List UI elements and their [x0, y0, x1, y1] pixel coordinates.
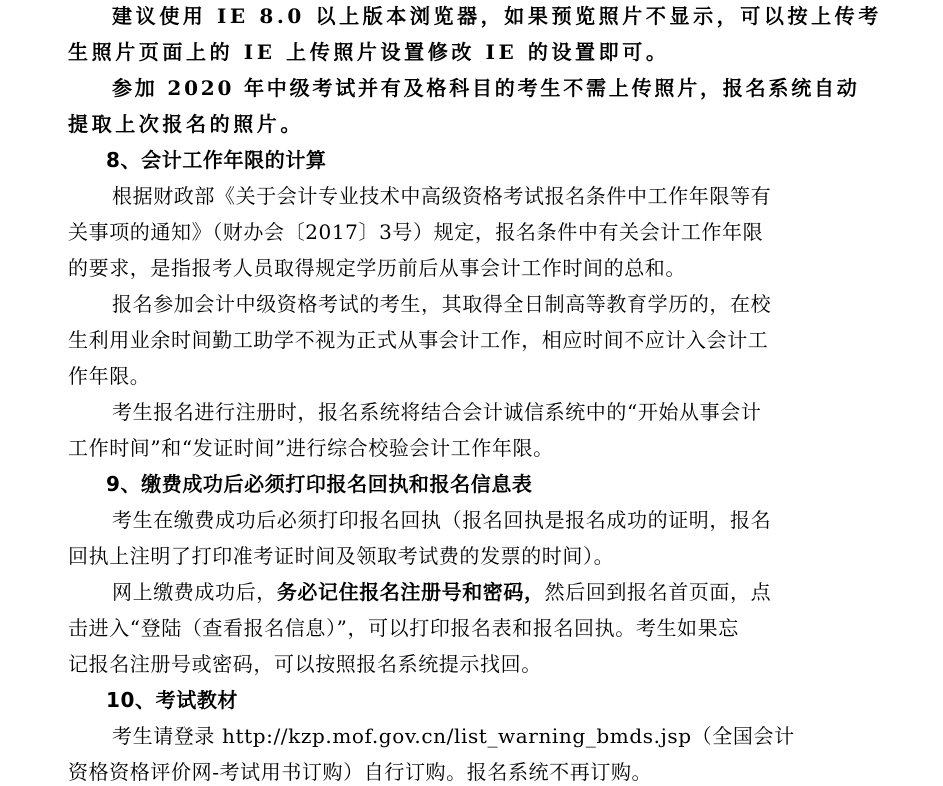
paragraph-ie-line-1: 建议使用 IE 8.0 以上版本浏览器，如果预览照片不显示，可以按上传考 — [112, 4, 882, 28]
paragraph-photo-line-1: 参加 2020 年中级考试并有及格科目的考生不需上传照片，报名系统自动 — [112, 76, 860, 100]
paragraph-verification-line-2: 工作时间”和“发证时间”进行综合校验会计工作年限。 — [68, 436, 554, 460]
paragraph-textbook-line-2: 资格资格评价网-考试用书订购）自行订购。报名系统不再订购。 — [68, 760, 653, 784]
paragraph-work-years-line-2: 关事项的通知》（财办会〔2017〕3号）规定，报名条件中有关会计工作年限 — [68, 220, 764, 244]
paragraph-password-line-3: 记报名注册号或密码，可以按照报名系统提示找回。 — [68, 652, 542, 676]
paragraph-password-line-2: 击进入“登陆（查看报名信息）”，可以打印报名表和报名回执。考生如果忘 — [68, 616, 739, 640]
paragraph-verification-line-1: 考生报名进行注册时，报名系统将结合会计诚信系统中的“开始从事会计 — [112, 400, 762, 424]
paragraph-fulltime-line-3: 作年限。 — [68, 364, 151, 388]
paragraph-password-line-1 — [112, 580, 771, 604]
paragraph-fulltime-line-1: 报名参加会计中级资格考试的考生，其取得全日制高等教育学历的，在校 — [112, 292, 772, 316]
section-heading-10: 10、考试教材 — [106, 688, 239, 712]
remember-registration-emphasis: 务必记住报名注册号和密码， — [276, 580, 545, 604]
paragraph-fulltime-line-2: 生利用业余时间勤工助学不视为正式从事会计工作，相应时间不应计入会计工 — [68, 328, 769, 352]
paragraph-receipt-line-1: 考生在缴费成功后必须打印报名回执（报名回执是报名成功的证明，报名 — [112, 508, 772, 532]
paragraph-work-years-line-3: 的要求，是指报考人员取得规定学历前后从事会计工作时间的总和。 — [68, 256, 686, 280]
paragraph-photo-line-2: 提取上次报名的照片。 — [68, 112, 304, 136]
password-paragraph-end: 然后回到报名首页面，点 — [544, 580, 772, 604]
section-heading-8: 8、会计工作年限的计算 — [106, 148, 327, 172]
password-paragraph-start: 网上缴费成功后， — [112, 580, 277, 604]
section-heading-9: 9、缴费成功后必须打印报名回执和报名信息表 — [106, 472, 533, 496]
paragraph-receipt-line-2: 回执上注明了打印准考证时间及领取考试费的发票的时间）。 — [68, 544, 615, 568]
paragraph-ie-line-2: 生照片页面上的 IE 上传照片设置修改 IE 的设置即可。 — [68, 40, 670, 64]
paragraph-work-years-line-1: 根据财政部《关于会计专业技术中高级资格考试报名条件中工作年限等有 — [112, 184, 772, 208]
paragraph-textbook-line-1: 考生请登录 http://kzp.mof.gov.cn/list_warning_bmds.jsp（全国会计 — [112, 724, 795, 748]
